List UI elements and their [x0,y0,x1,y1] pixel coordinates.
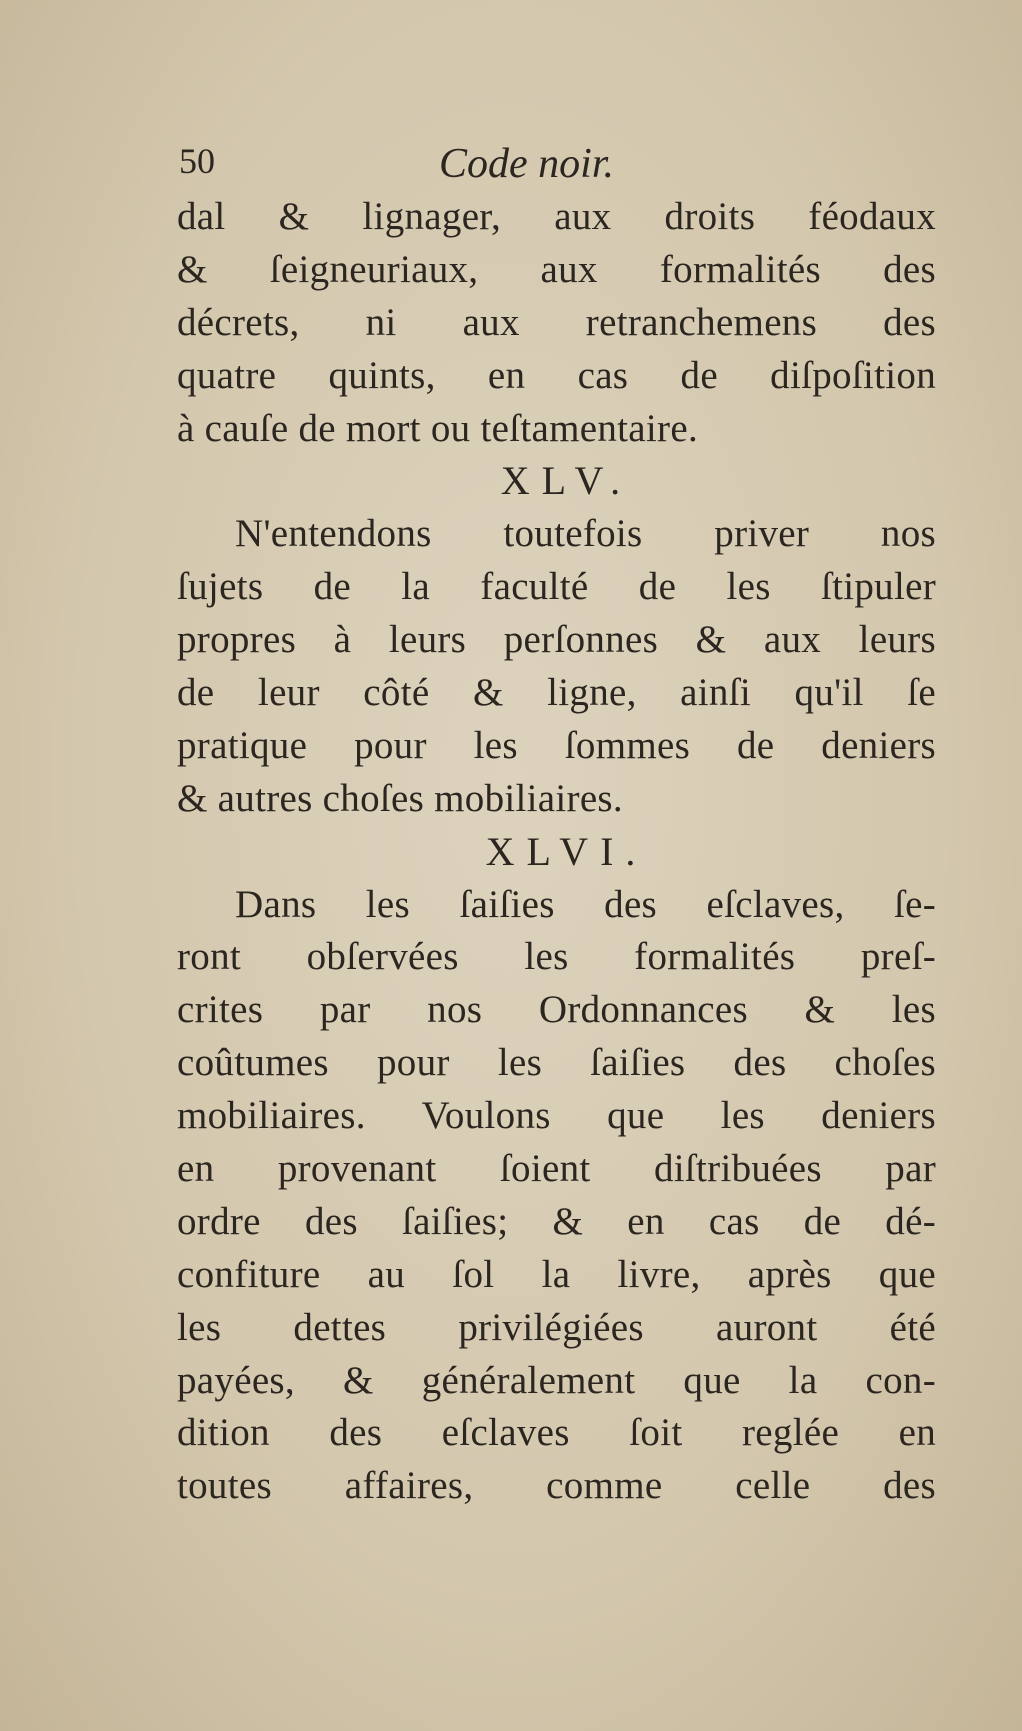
text-line: dition des eſclaves ſoit reglée en [177,1411,936,1455]
article-heading: XLV. [500,458,633,504]
text-line: quatre quints, en cas de diſpoſition [177,353,936,397]
running-title: Code noir. [439,141,615,187]
text-line: à cauſe de mort ou teſtamentaire. [177,406,698,450]
text-line: en provenant ſoient diſtribuées par [177,1147,936,1191]
page-body [177,191,936,1513]
text-line: toutes affaires, comme celle des [177,1464,936,1508]
text-line: dal & lignager, aux droits féodaux [177,195,936,238]
page-number: 50 [179,141,215,181]
page-header [177,140,936,192]
text-line: ordre des ſaiſies; & en cas de dé- [177,1199,936,1243]
text-line: les dettes privilégiées auront été [177,1305,936,1349]
text-line: payées, & généralement que la con- [177,1358,936,1402]
text-line: pratique pour les ſommes de deniers [177,723,936,767]
text-line: mobiliaires. Voulons que les deniers [177,1094,936,1138]
text-line: confiture au ſol la livre, après que [177,1252,936,1296]
text-line: ſujets de la faculté de les ſtipuler [177,565,936,609]
text-line: ront obſervées les formalités preſ- [177,935,936,979]
text-line: Dans les ſaiſies des eſclaves, ſe- [235,882,936,926]
text-line: & ſeigneuriaux, aux formalités des [177,247,936,291]
article-heading: XLVI. [485,828,648,874]
text-line: & autres choſes mobiliaires. [177,776,623,820]
text-line: coûtumes pour les ſaiſies des choſes [177,1041,936,1085]
text-line: crites par nos Ordonnances & les [177,988,936,1032]
text-line: propres à leurs perſonnes & aux leurs [177,618,936,662]
text-line: de leur côté & ligne, ainſi qu'il ſe [177,671,936,715]
text-line: N'entendons toutefois priver nos [235,512,936,556]
text-line: décrets, ni aux retranchemens des [177,300,936,344]
